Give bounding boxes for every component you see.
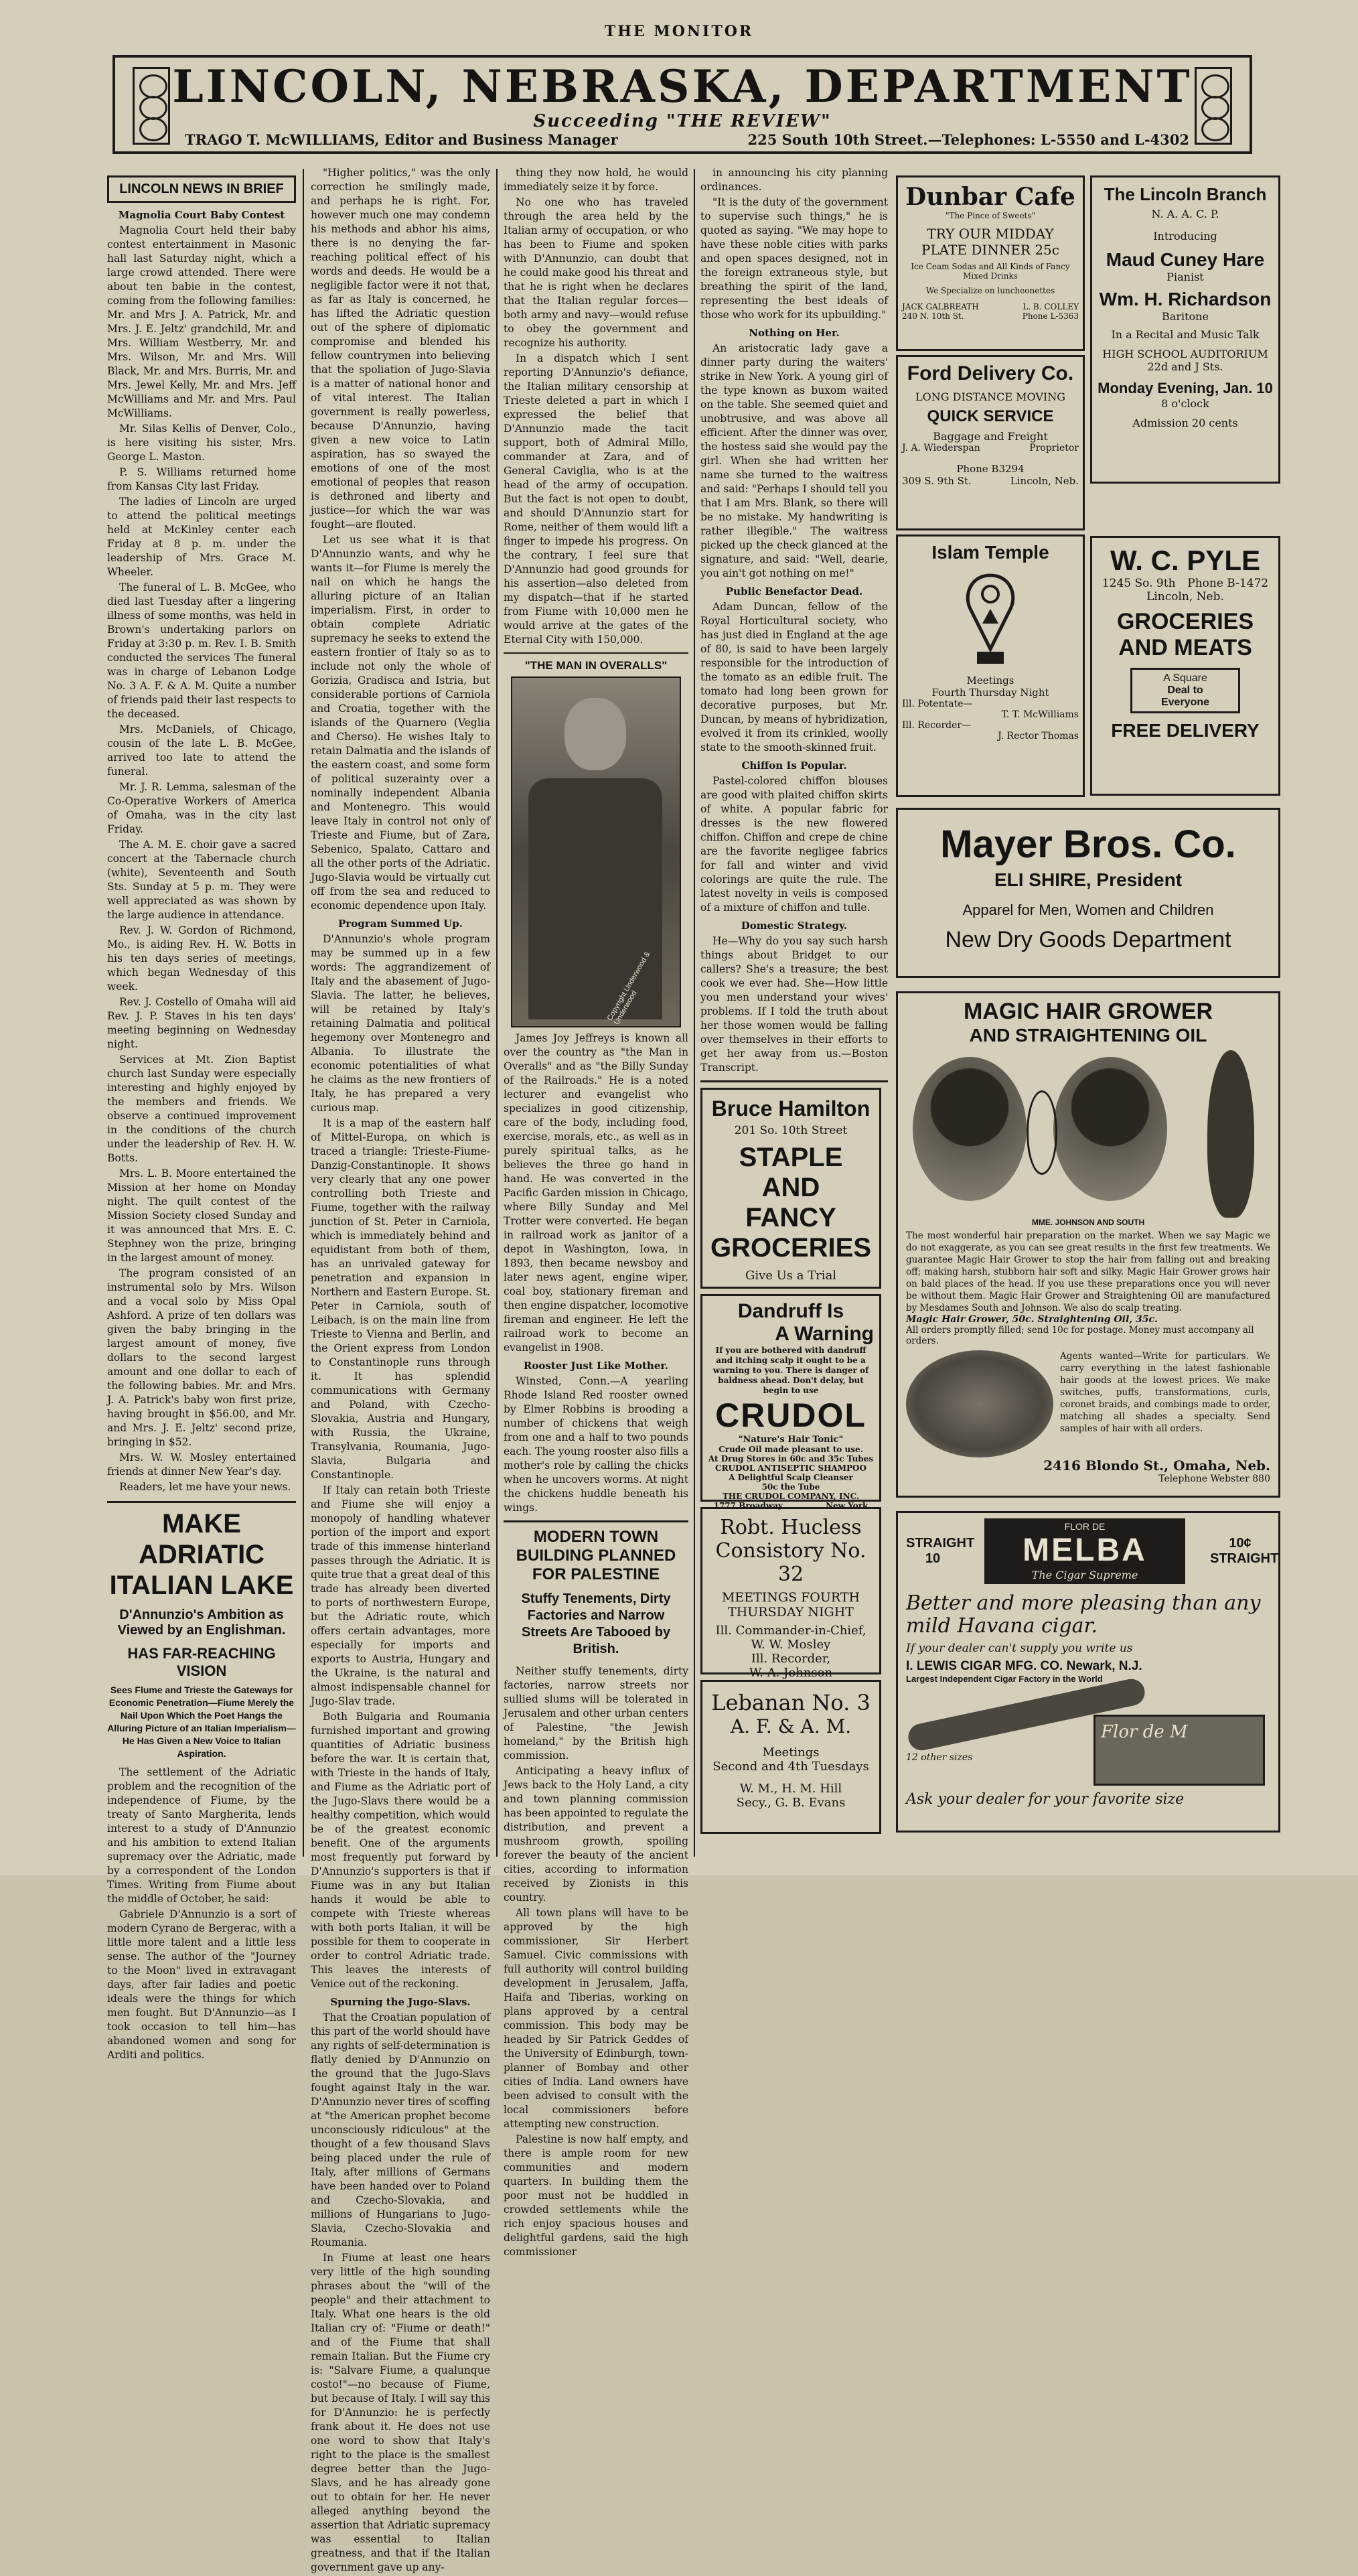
masthead-address: 225 South 10th Street.—Telephones: L-5550 and L-4302 (747, 131, 1189, 148)
misc-articles (700, 326, 888, 1075)
misc-heading: Public Benefactor Dead. (725, 585, 863, 597)
ad-magic-hair-grower (896, 991, 1280, 1498)
adriatic-deck-2: HAS FAR-REACHING VISION (127, 1645, 276, 1679)
dunbar-l1: TRY OUR MIDDAY (927, 226, 1054, 242)
running-head: THE MONITOR (604, 23, 754, 40)
ads-column-a (896, 175, 1085, 797)
magic-address: 2416 Blondo St., Omaha, Neb. (1043, 1457, 1270, 1474)
paragraph: Mr. Silas Kellis of Denver, Colo., is here visiting his sister, Mrs. George L. Maston. (107, 423, 296, 463)
melba-l2: If your dealer can't supply you write us (906, 1642, 1133, 1655)
paragraph: Magnolia Court held their baby contest entertainment in Masonic hall last Saturday night, which a large crowd attended. There were about ten babie in the contest, coming from the following families: Mr. and Mrs J. A. Patrick, Mr. and Mrs. J. E. Jeltz' grandchild, Mr. and Mrs. William Westberry, Mr. and Mrs. Wilson, Mr. and Mrs. Will Black, Mr. and Mrs. Burris, Mr. and Mrs. Jewel Kelly, Mr. and Mrs. Jeff McWilliams and Mr. and Mrs. Paul McWilliams. (107, 224, 296, 419)
crudol-l9: THE CRUDOL COMPANY, INC. (722, 1492, 860, 1501)
column-3 (504, 166, 688, 2261)
ford-p2: Proprietor (1029, 443, 1079, 453)
hucless-l3: MEETINGS FOURTH (721, 1590, 860, 1605)
paragraph: That the Croatian population of this part of the world should have any rights of self-determination is flatly denied by D'Annunzio on the ground that the Jugo-Slavs fought against Italy in the war. D'Annunzio never tires of scoffing at "the American prophet become unconsciously ridiculous" at the thought of a few thousand Slavs being placed under the rule of Italy, after millions of Germans have been handed over to Poland and Czecho-Slovakia, and millions of Hungarians to Jugo-Slavia, Czecho-Slovakia and Roumania. (311, 2011, 490, 2248)
magic-prices: Magic Hair Grower, 50c. Straightening Oil, 35c. (906, 1314, 1158, 1325)
lebanan-l4: Second and 4th Tuesdays (712, 1760, 869, 1774)
overalls-text: James Joy Jeffreys is known all over the country as "the Man in Overalls" and as "the Billy Sunday of the Railroads." He is a noted lecturer and evangelist who specializes in good citizenship, care of the body, including food, exercise, morals, etc., as well as in purely spiritual talks, as he believes the three go hand in hand. He was converted in the Pacific Garden mission in Chicago, where Billy Sunday and Mel Trotter were converted. He began in railroad work as janitor of a depot in Washington, Iowa, in 1893, then became newsboy and later news agent, engine wiper, coal boy, stationary fireman and then engine dispatcher, locomotive fireman and engineer. He left the railroad work to become an evangelist in 1908. (504, 1032, 688, 1354)
ford-a2: Lincoln, Neb. (1010, 475, 1079, 487)
paragraph: The A. M. E. choir gave a sacred concert at the Tabernacle church (white), Seventeenth and South Sts. Sunday at 5 p. m. They were well appreciated as was shown by the large audience in attendance. (107, 839, 296, 921)
divider (107, 1501, 296, 1503)
naacp-l10: 22d and J Sts. (1147, 360, 1223, 373)
paragraph: It is a map of the eastern half of Mittel-Europa, on which is traced a triangle: Trieste-Fiume-Danzig-Constantinople. It shows very clearly that any one power controlling both Trieste and Fiume, together with the railway junction of St. Peter in Carniola, which is immediately behind and equidistant from both of them, has an unrivaled gateway for penetration and expansion in Northern and Eastern Europe. St. Peter in Carniola, south of Leibach, is on the main line from Trieste to Vienna and Berlin, and the Orient express from London to Constantinople runs through it. It has splendid communications with Germany and Poland, with Czecho-Slovakia, Austria and Hungary, with Russia, the Ukraine, Transylvania, Roumania, Jugo-Slavia, Bulgaria and Constantinople. (311, 1117, 490, 1481)
subheading: Spurning the Jugo-Slavs. (330, 1996, 471, 2008)
paragraph: Both Bulgaria and Roumania furnished important and growing quantities of Adriatic business before the war. It is certain that, with Trieste in the hands of Italy, and Fiume as the Adriatic port of the Jugo-Slavs there would be a healthy competition, which would be of the greatest economic benefit. One of the arguments most frequently put forward by D'Annunzio's supporters is that if Fiume was in any but Italian hands it would be able to compete with Trieste whereas with both ports Italian, it will be possible for them to cooperate in order to control Adriatic trade. This leaves the interests of Venice out of the reckoning. (311, 1711, 490, 1990)
rooster-text: Winsted, Conn.—A yearling Rhode Island Red rooster owned by Elmer Robbins is brooding a number of chickens that weigh from one and a half to two pounds each. The young rooster also fills a mother's role by calling the chicks when he uncovers worms. At night the chickens huddle beneath his wings. (504, 1375, 688, 1514)
paragraph: Mrs. L. B. Moore entertained the Mission at her home on Monday night. The quilt contest of the Mission Society closed Sunday and it was announced that Mrs. E. C. Stephney won the prize, bringing in the largest amount of money. (107, 1167, 296, 1264)
palestine-headline: MODERN TOWN BUILDING PLANNED FOR PALESTINE (516, 1528, 676, 1583)
naacp-l12: 8 o'clock (1161, 397, 1209, 410)
column-2 (311, 166, 490, 2576)
crudol-l5: At Drug Stores in 60c and 35c Tubes (708, 1454, 874, 1463)
ad-naacp-recital (1090, 175, 1280, 484)
paragraph: Anticipating a heavy influx of Jews back to the Holy Land, a city and town planning commission has been appointed to regulate the distribution, and prevent a mushroom growth, spoiling forever the beauty of the ancient cities, according to information received by Zionists in this country. (504, 1765, 688, 1904)
misc-heading: Domestic Strategy. (741, 920, 848, 932)
misc-text: Pastel-colored chiffon blouses are good with plaited chiffon skirts of white. A popular fabric for dresses is the new flowered chiffon. Chiffon and crepe de chine are the favorite negligee fabrics for fall and winter and vivid colorings are quite the rule. The latest novelty in veils is composed of a mixture of chiffon and tulle. (700, 775, 888, 914)
melba-l1: Better and more pleasing than any mild Havana cigar. (906, 1591, 1261, 1638)
masthead-editor: TRAGO T. McWILLIAMS, Editor and Business Manager (185, 131, 618, 148)
naacp-l4: Maud Cuney Hare (1106, 249, 1265, 270)
divider (504, 1520, 688, 1522)
hucless-l7: Ill. Recorder, (751, 1652, 831, 1666)
dunbar-p1: JACK GALBREATH (902, 302, 979, 311)
dunbar-tag: "The Pince of Sweets" (945, 211, 1036, 220)
paragraph: The funeral of L. B. McGee, who died last Tuesday after a lingering illness of some months, was held in Brown's undertaking parlors on Friday at 3:30 p. m. Rev. I. B. Smith conducted the services The funeral was in charge of Lebanon Lodge No. 3 A. F. & A. M. Quite a number of friends paid their last respects to the deceased. (107, 581, 296, 720)
hair-braid-image (906, 1350, 1053, 1457)
hamilton-l2: FANCY (745, 1203, 836, 1232)
naacp-l7: Baritone (1162, 310, 1209, 323)
crudol-l11: New York (826, 1501, 869, 1510)
mayer-l1: ELI SHIRE, President (994, 869, 1183, 890)
paragraph: All town plans will have to be approved by the high commissioner, Sir Herbert Samuel. Civic commissions with full authority will control building development in Jerusalem, Jaffa, Haifa and Tiberias, working on plans approved by a central commission. This body may be headed by Sir Patrick Geddes of the University of Edinburgh, town-planner of Bombay and other cities of India. Land owners have been advised to consult with the local commissioners before attempting new construction. (504, 1907, 688, 2130)
adriatic-deck-1: D'Annunzio's Ambition as Viewed by an Englishman. (117, 1607, 286, 1638)
dunbar-name: Dunbar Cafe (905, 183, 1075, 211)
islam-l4: T. T. McWilliams (1001, 709, 1079, 720)
adriatic-text-1 (107, 1766, 296, 2062)
paragraph: The settlement of the Adriatic problem and the recognition of the independence of Fiume, by the treaty of Santo Margherita, lends interest to a study of D'Annunzio and his ambition to extend Italian supremacy over the Adriatic, made by a correspondent of the London Times. Writing from Fiume about the middle of October, he said: (107, 1766, 296, 1905)
photo-man-in-overalls (511, 676, 681, 1027)
column-4 (700, 166, 888, 1834)
misc-heading: Nothing on Her. (749, 327, 840, 339)
photo-credit: Copyright Underwood & Underwood (605, 950, 652, 1026)
hucless-l8: W. A. Johnson (749, 1666, 833, 1680)
paragraph: Services at Mt. Zion Baptist church last Sunday were especially interesting and highly enjoyed by the members and friends. We observe a continued improvement in the conditions of the church under the leadership of Rev. H. W. Botts. (107, 1054, 296, 1164)
hair-switch-image (1207, 1050, 1254, 1218)
naacp-l8: In a Recital and Music Talk (1111, 328, 1260, 341)
hucless-l2: Consistory No. 32 (715, 1539, 866, 1586)
paragraph: P. S. Williams returned home from Kansas City last Friday. (107, 466, 296, 492)
column-1 (107, 175, 296, 2064)
hucless-l4: THURSDAY NIGHT (728, 1605, 854, 1620)
hamilton-l3: GROCERIES (710, 1233, 872, 1263)
pyle-phone: Phone B-1472 (1187, 577, 1269, 590)
paragraph: Rev. J. Costello of Omaha will aid Rev. J. P. Staves in his ten days' meeting beginning on Wednesday night. (107, 996, 296, 1050)
naacp-l2: N. A. A. C. P. (1151, 208, 1219, 220)
paragraph: Let us see what it is that D'Annunzio wants, and why he wants it—for Fiume is merely the nail on which he hangs the alluring picture of an Italian imperialism. First, in order to obtain complete Adriatic supremacy he seeks to extend the eastern frontier of Italy so as to include not only the whole of Gorizia, Gradisca and Istria, but considerable portions of Carniola and Croatia, together with the islands of the Quarnero (Veglia and Cherso). He wishes Italy to retain Dalmatia and the islands of the eastern coast, and some form of political suzerainty over a nominally independent Albania and Montenegro. This would leave Italy in control not only of Trieste and Fiume, but of Zara, Sebenico, Spalato, Cattaro and all the other ports of the Adriatic. Jugo-Slavia would be virtually cut off from the sea and reduced to economic dependence upon Italy. (311, 534, 490, 912)
ford-l1: LONG DISTANCE MOVING (915, 390, 1065, 403)
palestine-text (504, 1664, 688, 2259)
divider (700, 1080, 888, 1082)
palestine-deck: Stuffy Tenements, Dirty Factories and Narrow Streets Are Tabooed by British. (521, 1591, 671, 1656)
melba-right-price: 10¢ STRAIGHT (1210, 1536, 1279, 1566)
naacp-l9: HIGH SCHOOL AUDITORIUM (1102, 348, 1268, 360)
misc-heading: Chiffon Is Popular. (741, 760, 847, 772)
crudol-l10: 1777 Broadway (713, 1501, 783, 1510)
magic-agents: Agents wanted—Write for particulars. We carry everything in the latest fashionable hair goods at the lowest prices. We make switches, puffs, transformations, curls, coronet braids, and combings made to order, matching all shades a specialty. Send samples of hair with all orders. (1060, 1351, 1270, 1434)
mayer-l3: New Dry Goods Department (945, 927, 1231, 952)
crudol-tag: "Nature's Hair Tonic" (738, 1435, 844, 1445)
column-rule (496, 169, 498, 1857)
paragraph: Mr. J. R. Lemma, salesman of the Co-Operative Workers of America of Omaha, was in the city last Friday. (107, 781, 296, 835)
ad-lebanan-lodge (700, 1680, 881, 1834)
ads-column-b (1090, 175, 1280, 796)
melba-logo (984, 1518, 1185, 1584)
subheading: Magnolia Court Baby Contest (118, 209, 285, 221)
lebanan-l2: A. F. & A. M. (730, 1715, 852, 1737)
ford-l3: Baggage and Freight (933, 430, 1048, 443)
lebanan-l1: Lebanan No. 3 (711, 1690, 871, 1715)
dunbar-a2: Phone L-5363 (1022, 311, 1079, 321)
hucless-l1: Robt. Hucless (720, 1516, 862, 1539)
paragraph: D'Annunzio's whole program may be summed up in a few words: The aggrandizement of Italy and the abasement of Jugo-Slavia. The latter, he believes, will be retained by Italy's retaining Dalmatia and political hegemony over Montenegro and Albania. To illustrate the economic potentialities of what he claims as the new frontiers of Italy, he has prepared a very curious map. (311, 933, 490, 1114)
ad-ford-delivery (896, 355, 1085, 530)
ad-flor-de-melba (896, 1511, 1280, 1833)
subheading: Program Summed Up. (338, 918, 463, 930)
magic-l2: AND STRAIGHTENING OIL (969, 1025, 1207, 1046)
masthead-subtitle: Succeeding "THE REVIEW" (533, 111, 832, 131)
paragraph: No one who has traveled through the area held by the Italian army of occupation, or who has been to Fiume and spoken with D'Annunzio, can doubt that he could make good his threat and that he is right when he declares that the Italian regular forces—both army and navy—would refuse to obey the government and recognize his authority. (504, 196, 688, 349)
overalls-heading: "THE MAN IN OVERALLS" (524, 659, 668, 672)
crudol-l4: Crude Oil made pleasant to use. (719, 1445, 863, 1454)
crudol-l2: A Warning (775, 1323, 874, 1345)
portrait-johnson (913, 1057, 1027, 1201)
masthead-title: LINCOLN, NEBRASKA, DEPARTMENT (172, 60, 1193, 113)
islam-l5: Ill. Recorder— (902, 720, 972, 731)
crudol-l3: If you are bothered with dandruff and itching scalp it ought to be a warning to you. There is danger of baldness ahead. Don't delay, but begin to use (712, 1346, 869, 1395)
naacp-l11: Monday Evening, Jan. 10 (1098, 380, 1273, 397)
pyle-box (1130, 668, 1240, 713)
crudol-l7: A Delightful Scalp Cleanser (729, 1473, 853, 1482)
paragraph: If Italy can retain both Trieste and Fiume she will enjoy a monopoly of handling whatever portion of the import and export trade of this immense hinterland passes through the Adriatic. It is quite true that a great deal of this trade has already been diverted to ports of northwestern Europe, but the Adriatic route, which offers certain advantages, more especially for imports and exports to Austria, Hungary and the Ukraine, is the natural and almost indispensable channel for Jugo-Slav trade. (311, 1484, 490, 1707)
paragraph: Palestine is now half empty, and there is ample room for new communities and modern quarters. In building them the poor must not be huddled in crowded settlements while the rich enjoy spacious houses and delightful gardens, said the high commissioner (504, 2133, 688, 2258)
crudol-l6: CRUDOL ANTISEPTIC SHAMPOO (715, 1463, 866, 1473)
misc-text: Adam Duncan, fellow of the Royal Horticultural society, who has just died in England at the age of 80, is said to have been largely responsible for the introduction of the tomato as an edible fruit. The tomato had long been grown for decorative purposes, but Mr. Duncan, by means of hybridization, evolved it from its crinkled, woolly state to the smooth-skinned fruit. (700, 601, 888, 754)
paragraph: Mrs. W. W. Mosley entertained friends at dinner New Year's day. (107, 1451, 296, 1478)
hamilton-name: Bruce Hamilton (711, 1096, 871, 1121)
melba-box-label: Flor de M (1101, 1722, 1188, 1742)
cigar-box (1093, 1715, 1265, 1786)
melba-l3: I. LEWIS CIGAR MFG. CO. Newark, N.J. (906, 1659, 1142, 1673)
pyle-l1: GROCERIES (1116, 609, 1254, 634)
magic-text: The most wonderful hair preparation on the market. When we say Magic we do not exaggerate, as you can see great results in the first few treatments. We guarantee Magic Hair Grower to stop the hair from falling out and breaking off; making harsh, stubborn hair soft and silky. Magic Hair Grower grows hair on bald places of the head. If you use these preparations once you will never be without them. Magic Hair Grower and Straightening Oil are manufactured by Mesdames South and Johnson. We also do scalp treating. (906, 1230, 1270, 1313)
brief-heading: LINCOLN NEWS IN BRIEF (107, 175, 296, 203)
melba-sizes: 12 other sizes (906, 1752, 973, 1763)
ad-mayer-bros (896, 808, 1280, 978)
adriatic-text-3 (504, 166, 688, 647)
cigar-box-illustration (906, 1688, 1270, 1788)
shrine-emblem-icon (950, 569, 1031, 669)
magic-orders: All orders promptly filled; send 10c for postage. Money must accompany all orders. (906, 1325, 1254, 1346)
pyle-l2: AND MEATS (1118, 635, 1252, 660)
naacp-l6: Wm. H. Richardson (1099, 289, 1272, 309)
melba-left-price: STRAIGHT 10 (906, 1536, 975, 1566)
hamilton-l1: STAPLE AND (739, 1143, 843, 1202)
paragraph: Gabriele D'Annunzio is a sort of modern Cyrano de Bergerac, with a little more talent and a little less sense. The author of the "Journey to the Moon" lived in extravagant days, after fair ladies and poetic ideals were the things for which men fought. But D'Annunzio—as I took occasion to tell him—has abandoned women and song for Arditi and politics. (107, 1908, 296, 2061)
hamilton-address: 201 So. 10th Street (734, 1124, 848, 1137)
pyle-name: W. C. PYLE (1110, 545, 1261, 576)
dunbar-a1: 240 N. 10th St. (902, 311, 964, 321)
column-rule (303, 169, 304, 1857)
ad-wc-pyle (1090, 536, 1280, 796)
ornament (1027, 1090, 1057, 1175)
melba-brand: MELBA (1023, 1532, 1147, 1568)
ford-a1: 309 S. 9th St. (902, 475, 972, 487)
brief-articles (107, 208, 296, 1494)
ad-crudol (700, 1294, 881, 1510)
mayer-name: Mayer Bros. Co. (940, 822, 1236, 866)
islam-l1: Meetings (966, 674, 1014, 687)
dunbar-p2: L. B. COLLEY (1023, 302, 1079, 311)
lebanan-l3: Meetings (762, 1745, 820, 1760)
adriatic-text-2 (311, 166, 490, 2575)
melba-supreme: The Cigar Supreme (1031, 1569, 1138, 1581)
column-rule (694, 169, 695, 1857)
adriatic-headline: MAKE ADRIATIC ITALIAN LAKE (109, 1509, 294, 1600)
hamilton-l4: Give Us a Trial (745, 1269, 837, 1283)
naacp-l1: The Lincoln Branch (1104, 184, 1267, 204)
hucless-l5: Ill. Commander-in-Chief, (715, 1624, 866, 1638)
melba-l5: Ask your dealer for your favorite size (906, 1791, 1185, 1808)
paragraph: In a dispatch which I sent reporting D'Annunzio's defiance, the Italian military censorship at Trieste deleted a part in which I expressed the belief that D'Annunzio made the tacit support, both of Admiral Millo, commander at Zara, and of General Caviglia, who is at the head of the army of occupation. But the fact is not open to doubt, and should D'Annunzio start for Rome, neither of them would lift a finger to impede his progress. On the contrary, I feel sure that D'Annunzio had good grounds for his assertion—also deleted from my dispatch—that if he started from Fiume with 10,000 men he would arrive at the gates of the Eternal City with 150,000. (504, 352, 688, 646)
portrait-south (1053, 1057, 1167, 1201)
masthead (112, 55, 1252, 154)
magic-l1: MAGIC HAIR GROWER (963, 999, 1213, 1024)
naacp-l13: Admission 20 cents (1132, 417, 1238, 429)
paragraph: in announcing his city planning ordinances. (700, 167, 888, 193)
pyle-city: Lincoln, Neb. (1146, 590, 1224, 603)
pyle-l4: Deal to (1167, 685, 1203, 696)
lebanan-l6: Secy., G. B. Evans (736, 1796, 846, 1810)
islam-l3: Ill. Potentate— (902, 699, 973, 709)
lebanan-l5: W. M., H. M. Hill (739, 1782, 842, 1796)
ford-l2: QUICK SERVICE (927, 407, 1054, 425)
crudol-l1: Dandruff Is (737, 1300, 844, 1322)
pyle-l6: FREE DELIVERY (1111, 720, 1260, 741)
ford-p1: J. A. Wiederspan (902, 443, 980, 453)
adriatic-deck-3: Sees Flume and Trieste the Gateways for Economic Penetration—Fiume Merely the Nail Upon Which the Poet Hangs the Alluring Picture of an Italian Imperialism—He Has Given a New Voice to Italian Aspiration. (107, 1685, 296, 1759)
paragraph: Neither stuffy tenements, dirty factories, narrow streets nor sullied slums will be tolerated in Jerusalem and other urban centers of Palestine, "the Jewish homeland," by the British high commission. (504, 1665, 688, 1762)
crudol-l8: 50c the Tube (761, 1482, 820, 1492)
paragraph: thing they now hold, he would immediately seize it by force. (504, 167, 688, 193)
rooster-heading: Rooster Just Like Mother. (523, 1360, 669, 1372)
crudol-brand: CRUDOL (715, 1397, 866, 1434)
paragraph: In Fiume at least one hears very little of the high sounding phrases about the "will of the people" and their attachment to Italy. What one hears is the old Italian cry of: "Fiume or death!" and of the Fiume that shall remain Italian. But the Fiume cry is: "Salvare Fiume, a qualunque costo!"—no because of Fiume, but because of Italy. I will say this for D'Annunzio: he is perfectly frank about it. He does not use one word to show that Italy's right to the place is the smallest degree better than the Jugo-Slavs, and he has already gone out to obtain for her. He never alleged anything beyond the assertion that Adriatic supremacy was essential to Italian greatness, and that if the Italian government gave up any- (311, 2252, 490, 2573)
melba-l4: Largest Independent Cigar Factory in the World (906, 1674, 1103, 1684)
dunbar-l4: We Specialize on luncheonettes (925, 286, 1055, 295)
paragraph: "Higher politics," was the only correction he smilingly made, and perhaps he is right. For, however much one may condemn his methods and abhor his aims, there is no denying the far-reaching political effect of his words and deeds. He would be a negligible factor were it not that, as far as Italy is concerned, he has lifted the Adriatic question out of the sphere of diplomatic compromise and blended his fellow countrymen into believing that the spoliation of Jugo-Slavia is a matter of national honor and of vital interest. The Italian government is really powerless, because D'Annunzio, having given a new voice to Latin aspiration, has so swayed the emotions of one of the most emotional of peoples that reason is dethroned and liberty and justice—for which the war was fought—are flouted. (311, 167, 490, 530)
palestine-continued (700, 166, 888, 322)
ad-bruce-hamilton (700, 1088, 881, 1289)
magic-phone: Telephone Webster 880 (1158, 1474, 1270, 1484)
dunbar-l2: PLATE DINNER 25c (921, 242, 1059, 258)
islam-l6: J. Rector Thomas (998, 731, 1079, 741)
paragraph: "It is the duty of the government to supervise such things," he is quoted as saying. "We may hope to have these noble cities with parks and open spaces designed, not in the foreign extraneous style, but breathing the spirit of the land, representing the best ideals of those who work for its upbuilding." (700, 196, 888, 321)
photo-head (564, 698, 626, 770)
naacp-l3: Introducing (1153, 230, 1217, 242)
ad-hucless-consistory (700, 1507, 881, 1680)
paragraph: Readers, let me have your news. (119, 1481, 291, 1493)
divider (504, 652, 688, 654)
paragraph: Rev. J. W. Gordon of Richmond, Mo., is aiding Rev. H. W. Botts in his ten days series of meetings, which began Wednesday of this week. (107, 924, 296, 993)
islam-l2: Fourth Thursday Night (931, 687, 1049, 699)
ford-name: Ford Delivery Co. (907, 362, 1074, 384)
magic-illustration (906, 1050, 1270, 1218)
paragraph: The program consisted of an instrumental solo by Mrs. Wilson and a vocal solo by Miss Opal Ashford. A prize of ten dollars was given the baby bringing in the largest amount of money, five dollars to the second largest amount and one dollar to each of the following babies. Mr. and Mrs. J. A. Patrick's baby won first prize, having brought in $56.00, and Mr. and Mrs. J. E. Jeltz' second prize, bringing in $52. (107, 1267, 296, 1448)
misc-text: He—Why do you say such harsh things about Bridget to our callers? She's a treasure; the best cook we ever had. She—How little you men understand your wives' problems. If I told the truth about her those women would be falling over themselves in their efforts to get her away from us.—Boston Transcript. (700, 935, 888, 1074)
hucless-l6: W. W. Mosley (751, 1638, 831, 1652)
pyle-address: 1245 So. 9th (1102, 577, 1176, 590)
ad-islam-temple (896, 534, 1085, 797)
magic-caption: MME. JOHNSON AND SOUTH (1031, 1218, 1145, 1227)
pyle-l5: Everyone (1160, 697, 1210, 708)
mayer-l2: Apparel for Men, Women and Children (962, 902, 1214, 918)
ford-phone: Phone B3294 (956, 463, 1025, 475)
islam-name: Islam Temple (931, 542, 1049, 563)
dunbar-l3: Ice Ceam Sodas and All Kinds of Fancy Mixed Drinks (911, 262, 1070, 281)
ad-dunbar-cafe (896, 175, 1085, 351)
melba-flor: FLOR DE (1064, 1521, 1106, 1532)
paragraph: The ladies of Lincoln are urged to attend the political meetings held at McKinley center each Friday at 8 p. m. under the leadership of Mrs. Grace M. Wheeler. (107, 496, 296, 578)
misc-text: An aristocratic lady gave a dinner party during the waiters' strike in New York. A young girl of the type known as buxom waited on the table. She seemed quiet and unobtrusive, and was above all efficient. After the dinner was over, the hostess said she would pay the girl. When she had written her name she turned to the waitress and said: "Perhaps I should tell you that I am Mrs. Blank, so there will be no mistake. My handwriting is rather illegible." The waitress picked up the check glanced at the signature, and said: "Well, dearie, you ain't got nothing on me!" (700, 342, 888, 579)
naacp-l5: Pianist (1166, 271, 1204, 283)
paragraph: Mrs. McDaniels, of Chicago, cousin of the late L. B. McGee, arrived too late to attend the funeral. (107, 723, 296, 778)
pyle-l3: A Square (1163, 672, 1207, 684)
